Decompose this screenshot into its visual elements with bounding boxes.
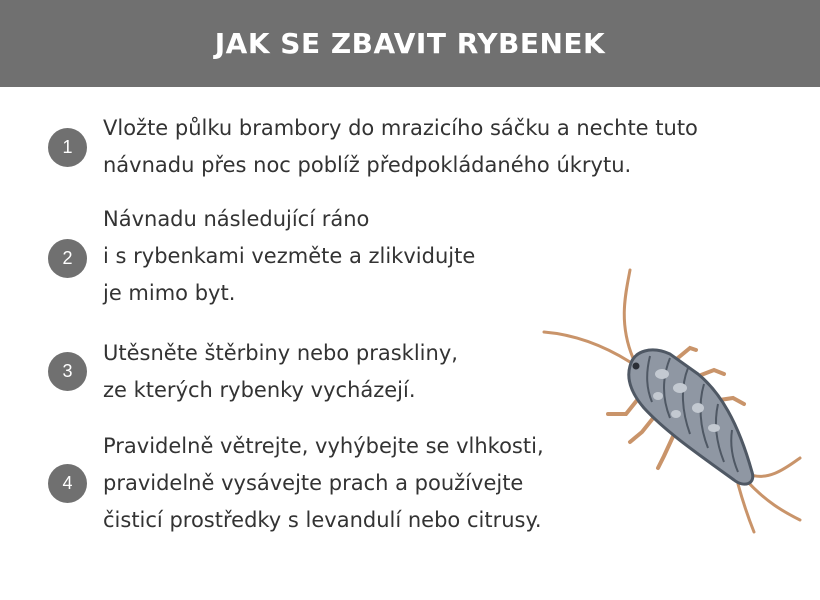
step-text-line: Utěsněte štěrbiny nebo praskliny, — [103, 341, 458, 365]
step-text-line: i s rybenkami vezměte a zlikvidujte — [103, 244, 476, 268]
page-title: JAK SE ZBAVIT RYBENEK — [214, 27, 606, 60]
antenna — [624, 270, 633, 358]
silverfish-icon — [538, 262, 808, 534]
step-text-line: pravidelně vysávejte prach a používejte — [103, 471, 524, 495]
step-text-line: návnadu přes noc poblíž předpokládaného úkrytu. — [103, 153, 632, 177]
step-text — [103, 110, 763, 184]
antenna — [544, 332, 630, 362]
step-number-badge: 3 — [48, 352, 87, 391]
step-number-badge: 4 — [48, 464, 87, 503]
step-number-badge: 1 — [48, 128, 87, 167]
step-text-line: je mimo byt. — [103, 281, 236, 305]
step-text-line: ze kterých rybenky vycházejí. — [103, 378, 416, 402]
page-header — [0, 0, 820, 87]
step-text-line: Pravidelně větrejte, vyhýbejte se vlhkosti, — [103, 434, 544, 458]
step-text-line: Vložte půlku brambory do mrazicího sáčku a nechte tuto — [103, 116, 698, 140]
step-number-badge: 2 — [48, 239, 87, 278]
silverfish-eye — [633, 363, 640, 370]
step-text-line: Návnadu následující ráno — [103, 207, 370, 231]
step-text-line: čisticí prostředky s levandulí nebo citrusy. — [103, 508, 542, 532]
